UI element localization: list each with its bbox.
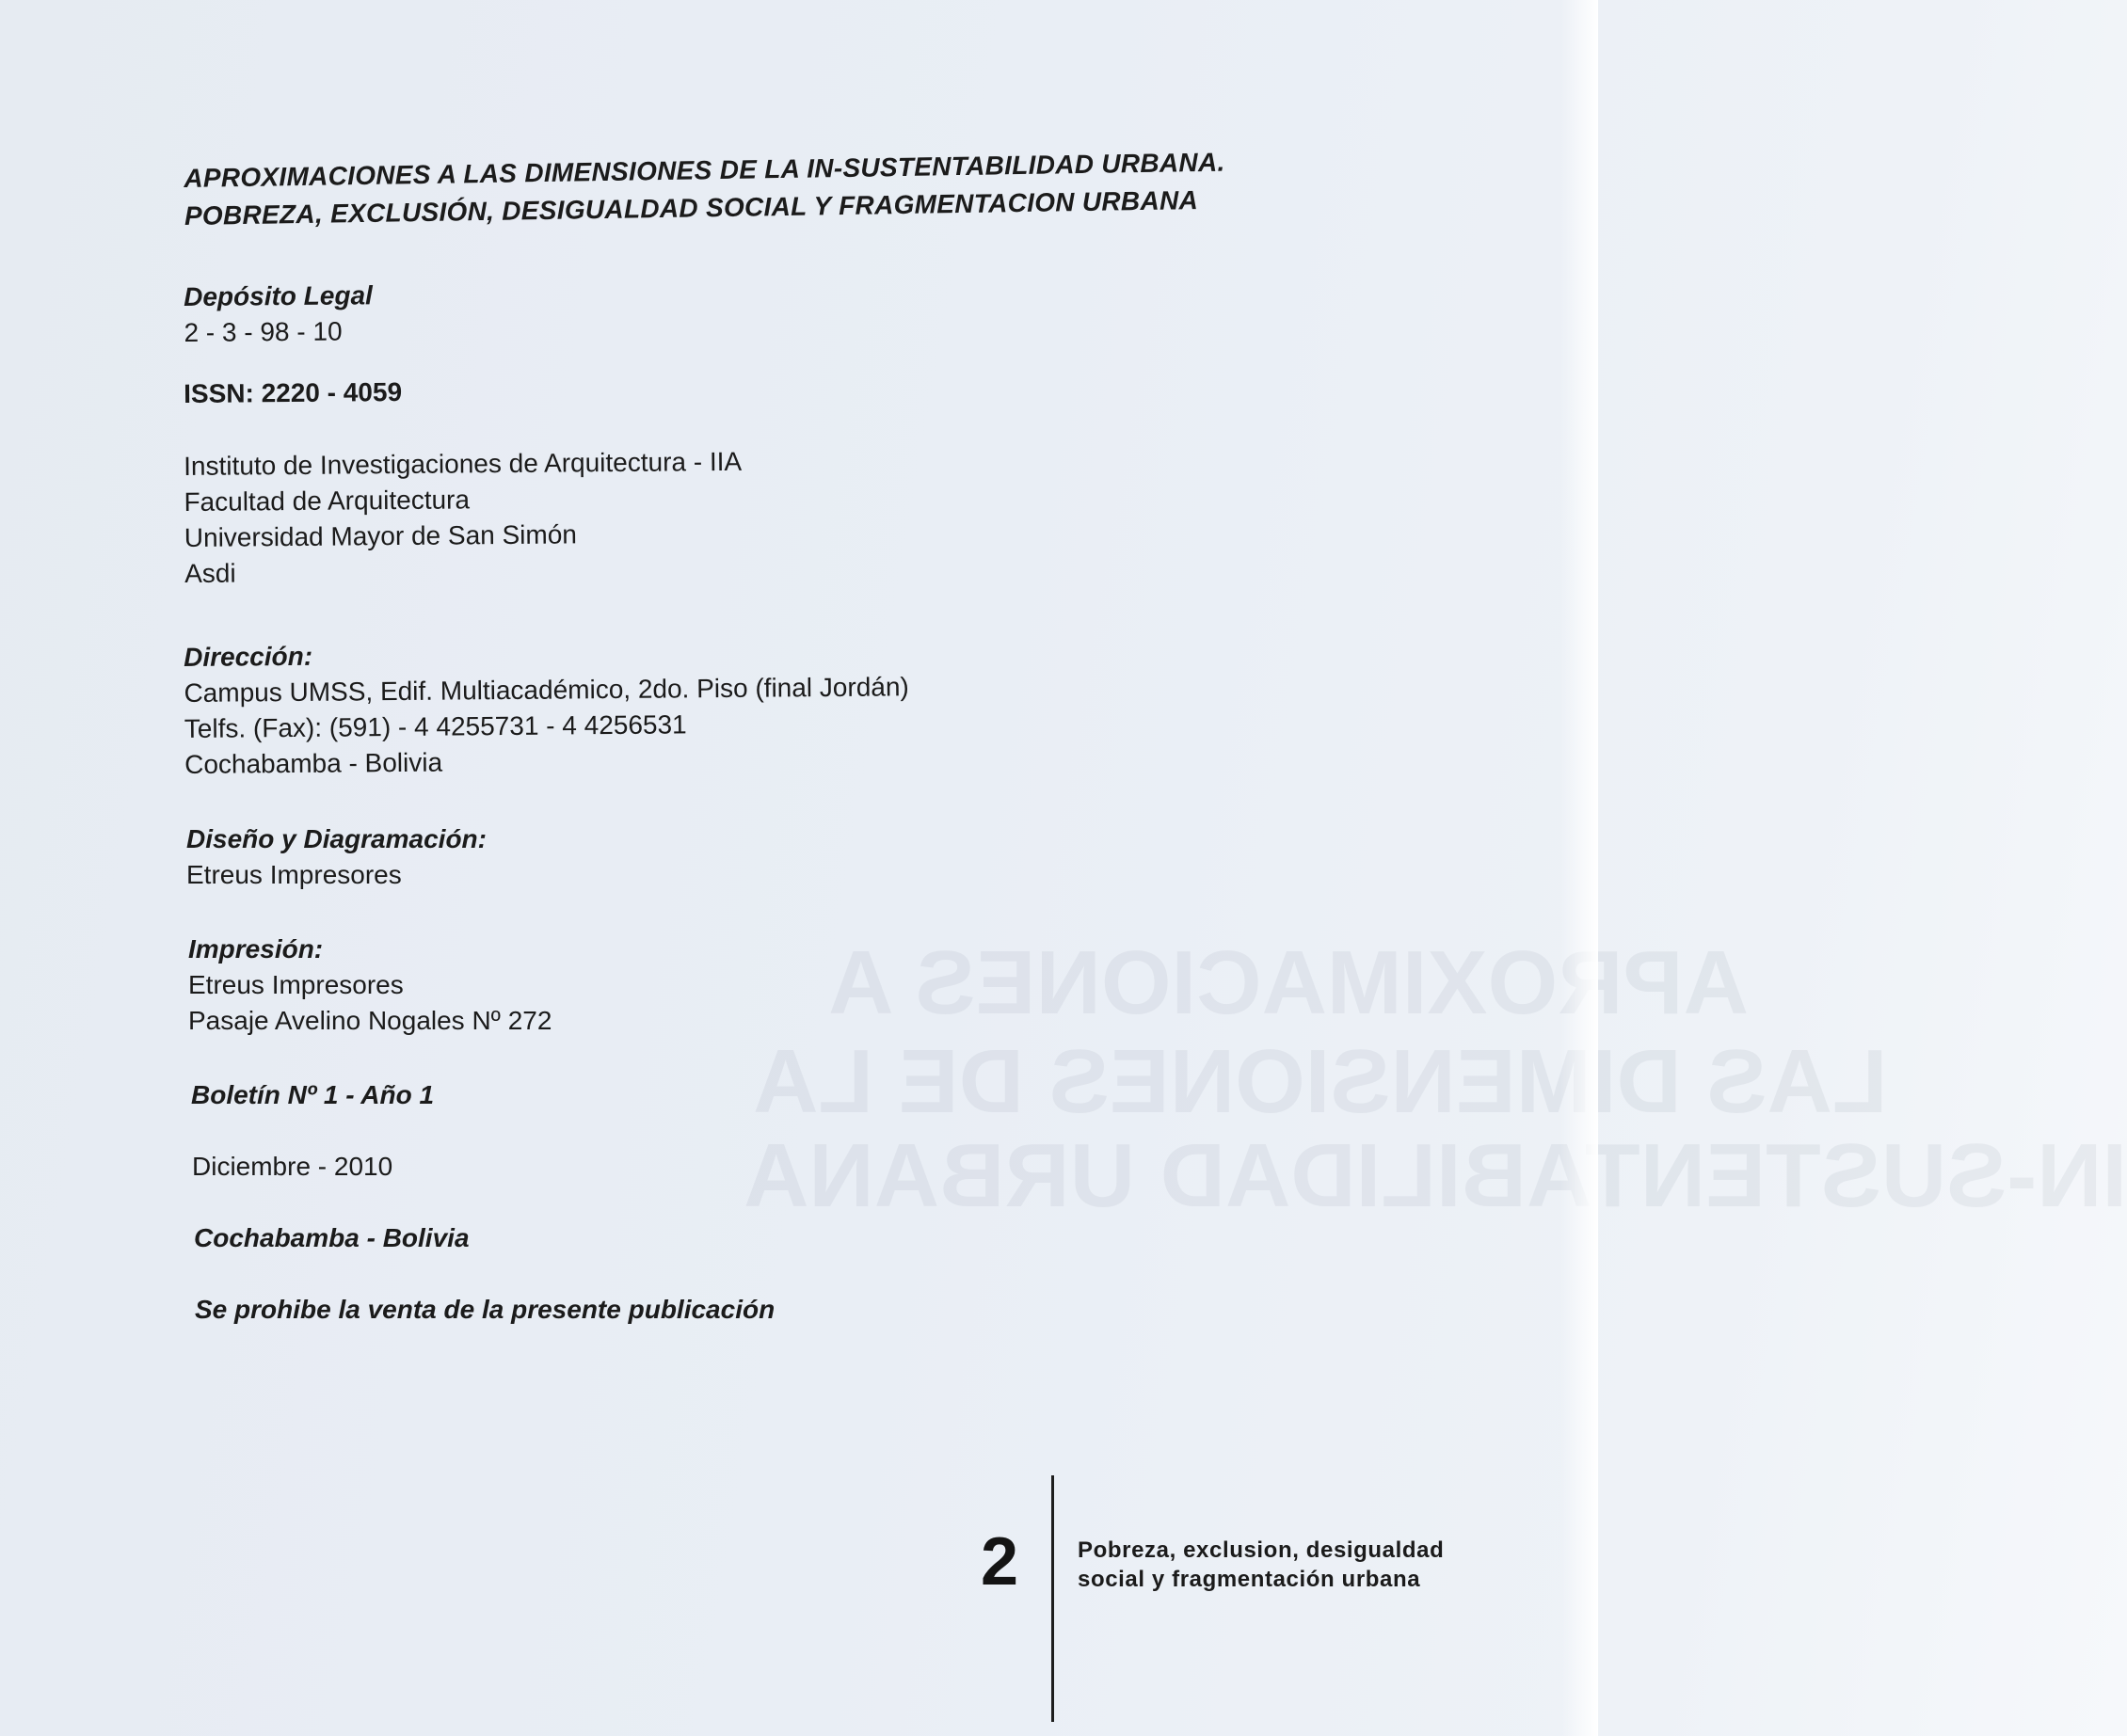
footer-caption-line-2: social y fragmentación urbana — [1078, 1567, 1421, 1592]
boletin-section — [191, 1077, 434, 1113]
institution-line-1: Instituto de Investigaciones de Arquitectura - IIA — [184, 446, 743, 481]
footer-caption — [1078, 1536, 1444, 1594]
institution-line-2: Facultad de Arquitectura — [184, 485, 471, 517]
ciudad-section — [194, 1220, 470, 1256]
deposito-label: Depósito Legal — [184, 280, 373, 311]
title-line-1: APROXIMACIONES A LAS DIMENSIONES DE LA IN-SUSTENTABILIDAD URBANA. — [184, 147, 1225, 193]
footer-divider — [1051, 1475, 1054, 1722]
fecha-section — [192, 1149, 392, 1185]
footer-caption-line-1: Pobreza, exclusion, desigualdad — [1078, 1537, 1445, 1563]
show-through-decoration: IN-SUSTENTABILIDAD URBANA — [744, 1125, 2127, 1226]
impresion-line-1: Etreus Impresores — [188, 970, 404, 999]
institution-section — [184, 444, 743, 592]
direccion-line-2: Telfs. (Fax): (591) - 4 4255731 - 4 4256531 — [184, 709, 687, 743]
deposito-value: 2 - 3 - 98 - 10 — [184, 316, 343, 347]
issn-section — [184, 374, 402, 412]
institution-line-4: Asdi — [184, 558, 236, 588]
issn-value: ISSN: 2220 - 4059 — [184, 376, 403, 408]
impresion-line-2: Pasaje Avelino Nogales Nº 272 — [188, 1006, 552, 1035]
diseno-section — [186, 821, 487, 893]
impresion-section — [188, 932, 552, 1039]
diseno-label: Diseño y Diagramación: — [186, 824, 487, 853]
fecha-value: Diciembre - 2010 — [192, 1152, 393, 1181]
prohibicion-section — [195, 1292, 775, 1328]
boletin-label: Boletín Nº 1 - Año 1 — [191, 1080, 435, 1109]
direccion-line-3: Cochabamba - Bolivia — [184, 747, 443, 779]
page-number: 2 — [981, 1524, 1019, 1600]
ciudad-value: Cochabamba - Bolivia — [194, 1223, 470, 1252]
diseno-value: Etreus Impresores — [186, 860, 402, 889]
direccion-label: Dirección: — [184, 641, 313, 672]
direccion-section — [184, 633, 910, 783]
institution-line-3: Universidad Mayor de San Simón — [184, 519, 578, 552]
show-through-decoration: LAS DIMENSIONES DE LA — [753, 1031, 1888, 1132]
show-through-decoration: APROXIMACIONES A — [828, 932, 1749, 1033]
publication-title — [184, 144, 1225, 235]
page-edge — [1560, 0, 1598, 1736]
deposito-section — [184, 278, 373, 351]
prohibicion-text: Se prohibe la venta de la presente publicación — [195, 1295, 776, 1324]
impresion-label: Impresión: — [188, 934, 324, 964]
direccion-line-1: Campus UMSS, Edif. Multiacadémico, 2do. Piso (final Jordán) — [184, 672, 909, 708]
title-line-2: POBREZA, EXCLUSIÓN, DESIGUALDAD SOCIAL Y FRAGMENTACION URBANA — [184, 185, 1199, 231]
